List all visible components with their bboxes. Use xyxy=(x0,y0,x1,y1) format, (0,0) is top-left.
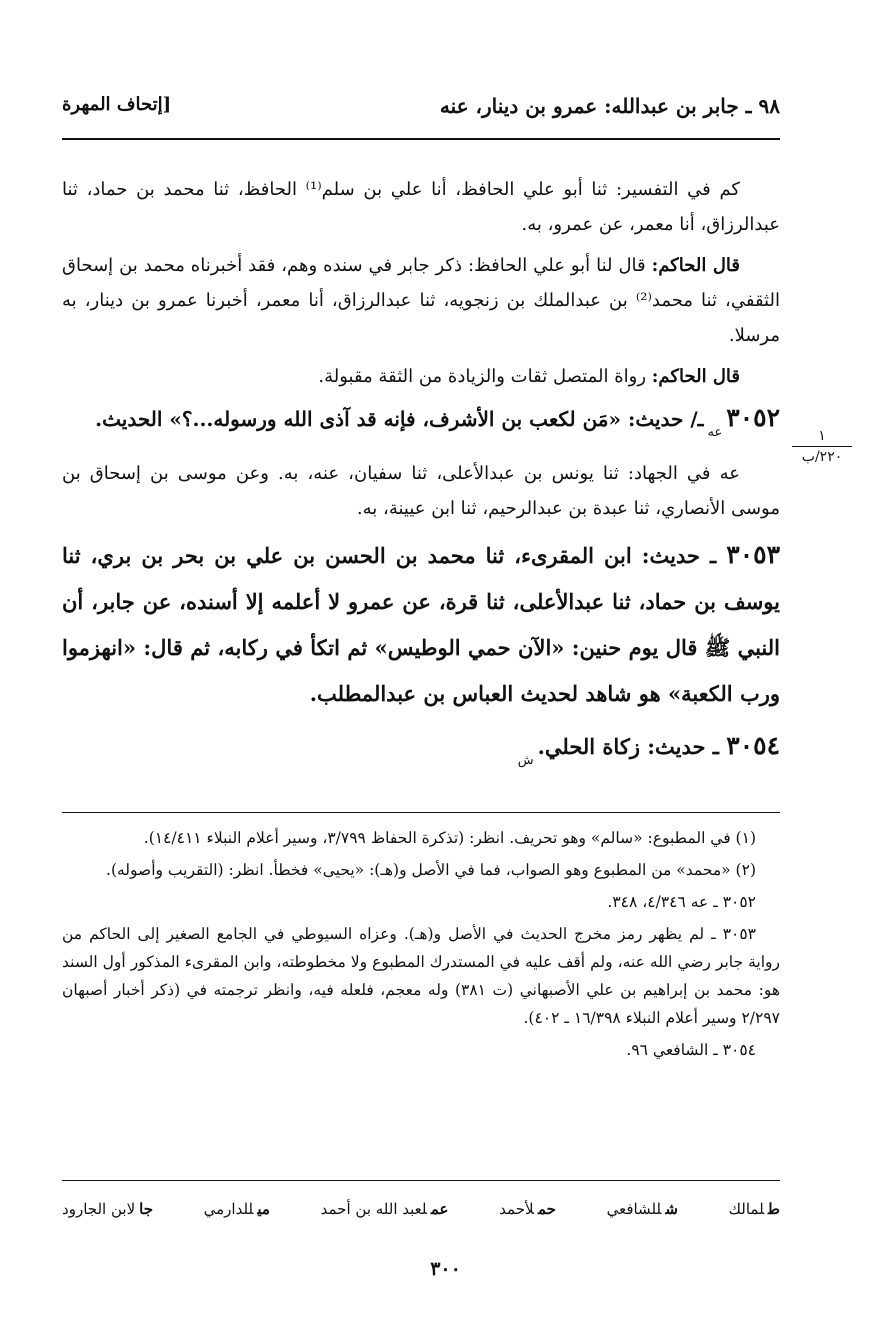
hadith-3052-number: ٣٠٥٢ xyxy=(726,403,780,432)
paragraph-2-text: قال لنا أبو علي الحافظ: ذكر جابر في سنده وهم، فقد أخبرناه محمد بن إسحاق الثقفي، ثنا محمد⁽²⁾ بن عبدالملك بن زنجويه، ثنا عبدالرزاق، أنا معمر، أخبرنا عمرو بن دينار، به مرسلا. xyxy=(62,255,780,346)
legend-label: لمالك xyxy=(728,1200,765,1218)
hadith-3054 xyxy=(62,723,780,784)
paragraph-3-lead: قال الحاكم: xyxy=(651,366,740,387)
margin-note-top: ١ xyxy=(792,428,852,447)
footnote-3053: ٣٠٥٣ ـ لم يظهر رمز مخرج الحديث في الأصل و(هـ). وعزاه السيوطي في الجامع الصغير إلى الحاكم من رواية جابر رضي الله عنه، ولم أقف عليه في المستدرك المطبوع ولا مخطوطته، وابن المقرىء المذكور أول السند هو: محمد بن إبراهيم بن علي الأصبهاني (ت ٣٨١) وله معجم، فلعله فيه، وانظر ترجمته في (ذكر أخبار أصبهان ٢/٢٩٧ وسير أعلام النبلاء ١٦/٣٩٨ ـ ٤٠٢). xyxy=(62,925,780,1027)
margin-folio-note xyxy=(792,428,852,465)
footnote-1: (١) في المطبوع: «سالم» وهو تحريف. انظر: (تذكرة الحفاظ ٣/٧٩٩، وسير أعلام النبلاء ١٤/٤١١). xyxy=(143,829,756,847)
paragraph-1: كم في التفسير: ثنا أبو علي الحافظ، أنا علي بن سلم⁽¹⁾ الحافظ، ثنا محمد بن حماد، ثنا عبدالرزاق، أنا معمر، عن عمرو، به. xyxy=(62,179,780,235)
legend-code: ش xyxy=(665,1200,678,1218)
hadith-3054-number: ٣٠٥٤ xyxy=(726,731,780,760)
legend-item xyxy=(321,1200,449,1218)
main-text xyxy=(62,172,780,790)
footnotes xyxy=(62,824,780,1068)
paragraph-4: عه في الجهاد: ثنا يونس بن عبدالأعلى، ثنا سفيان، عنه، به. وعن موسى بن إسحاق بن موسى الأنصاري، ثنا عبدة بن عبدالرحيم، ثنا ابن عيينة، به. xyxy=(62,463,780,519)
legend-label: لابن الجارود xyxy=(62,1200,136,1218)
legend-item xyxy=(499,1200,556,1218)
footnote-2: (٢) «محمد» من المطبوع وهو الصواب، فما في الأصل و(هـ): «يحيى» فخطأ. انظر: (التقريب وأصوله). xyxy=(106,861,756,879)
legend-rule xyxy=(62,1180,780,1181)
paragraph-2 xyxy=(62,248,780,353)
footnote-rule xyxy=(62,812,780,813)
legend-code: مي xyxy=(257,1200,270,1218)
hadith-3053-text: ـ حديث: ابن المقرىء، ثنا محمد بن الحسن بن علي بن بحر بن بري، ثنا يوسف بن حماد، ثنا عبدالأعلى، ثنا قرة، عن عمرو لا أعلمه إلا أسنده، عن جابر، أن النبي ﷺ قال يوم حنين: «الآن حمي الوطيس» ثم اتكأ في ركابه، ثم قال: «انهزموا ورب الكعبة» هو شاهد لحديث العباس بن عبدالمطلب. xyxy=(62,543,780,706)
legend-label: للدارمي xyxy=(203,1200,254,1218)
footnote-3054: ٣٠٥٤ ـ الشافعي ٩٦. xyxy=(626,1041,756,1059)
hadith-3054-text: ـ حديث: زكاة الحلي. xyxy=(537,734,727,759)
legend-label: لأحمد xyxy=(499,1200,534,1218)
legend-code: جا xyxy=(139,1200,153,1218)
header-rule xyxy=(62,138,780,140)
hadith-3054-siglum: ش xyxy=(517,753,534,768)
legend-label: لعبد الله بن أحمد xyxy=(320,1200,427,1218)
paragraph-3 xyxy=(62,359,780,394)
hadith-3052-text: ـ/ حديث: «مَن لكعب بن الأشرف، فإنه قد آذى الله ورسوله...؟» الحديث. xyxy=(95,407,704,431)
page-number: ٣٠٠ xyxy=(430,1258,461,1280)
book-title: [إتحاف المهرة xyxy=(62,94,172,115)
legend-item xyxy=(607,1200,678,1218)
abbreviation-legend xyxy=(62,1200,780,1218)
hadith-3052-heading xyxy=(62,400,780,450)
hadith-3053-number: ٣٠٥٣ xyxy=(726,540,780,569)
legend-item xyxy=(204,1200,270,1218)
legend-code: ط xyxy=(768,1200,780,1218)
footnote-3052: ٣٠٥٢ ـ عه ٤/٣٤٦، ٣٤٨. xyxy=(607,893,756,911)
margin-note-bottom: ٢٢٠/ب xyxy=(801,449,843,465)
paragraph-2-lead: قال الحاكم: xyxy=(651,255,740,276)
running-title: ٩٨ ـ جابر بن عبدالله: عمرو بن دينار، عنه xyxy=(439,94,780,118)
legend-label: للشافعي xyxy=(606,1200,662,1218)
hadith-3053 xyxy=(62,532,780,717)
legend-item xyxy=(62,1200,153,1218)
paragraph-3-text: رواة المتصل ثقات والزيادة من الثقة مقبولة. xyxy=(318,366,652,387)
legend-code: عم xyxy=(430,1200,449,1218)
hadith-3052-siglum: عه xyxy=(707,425,723,440)
legend-item xyxy=(729,1200,780,1218)
running-header xyxy=(62,90,780,130)
legend-code: حم xyxy=(537,1200,556,1218)
